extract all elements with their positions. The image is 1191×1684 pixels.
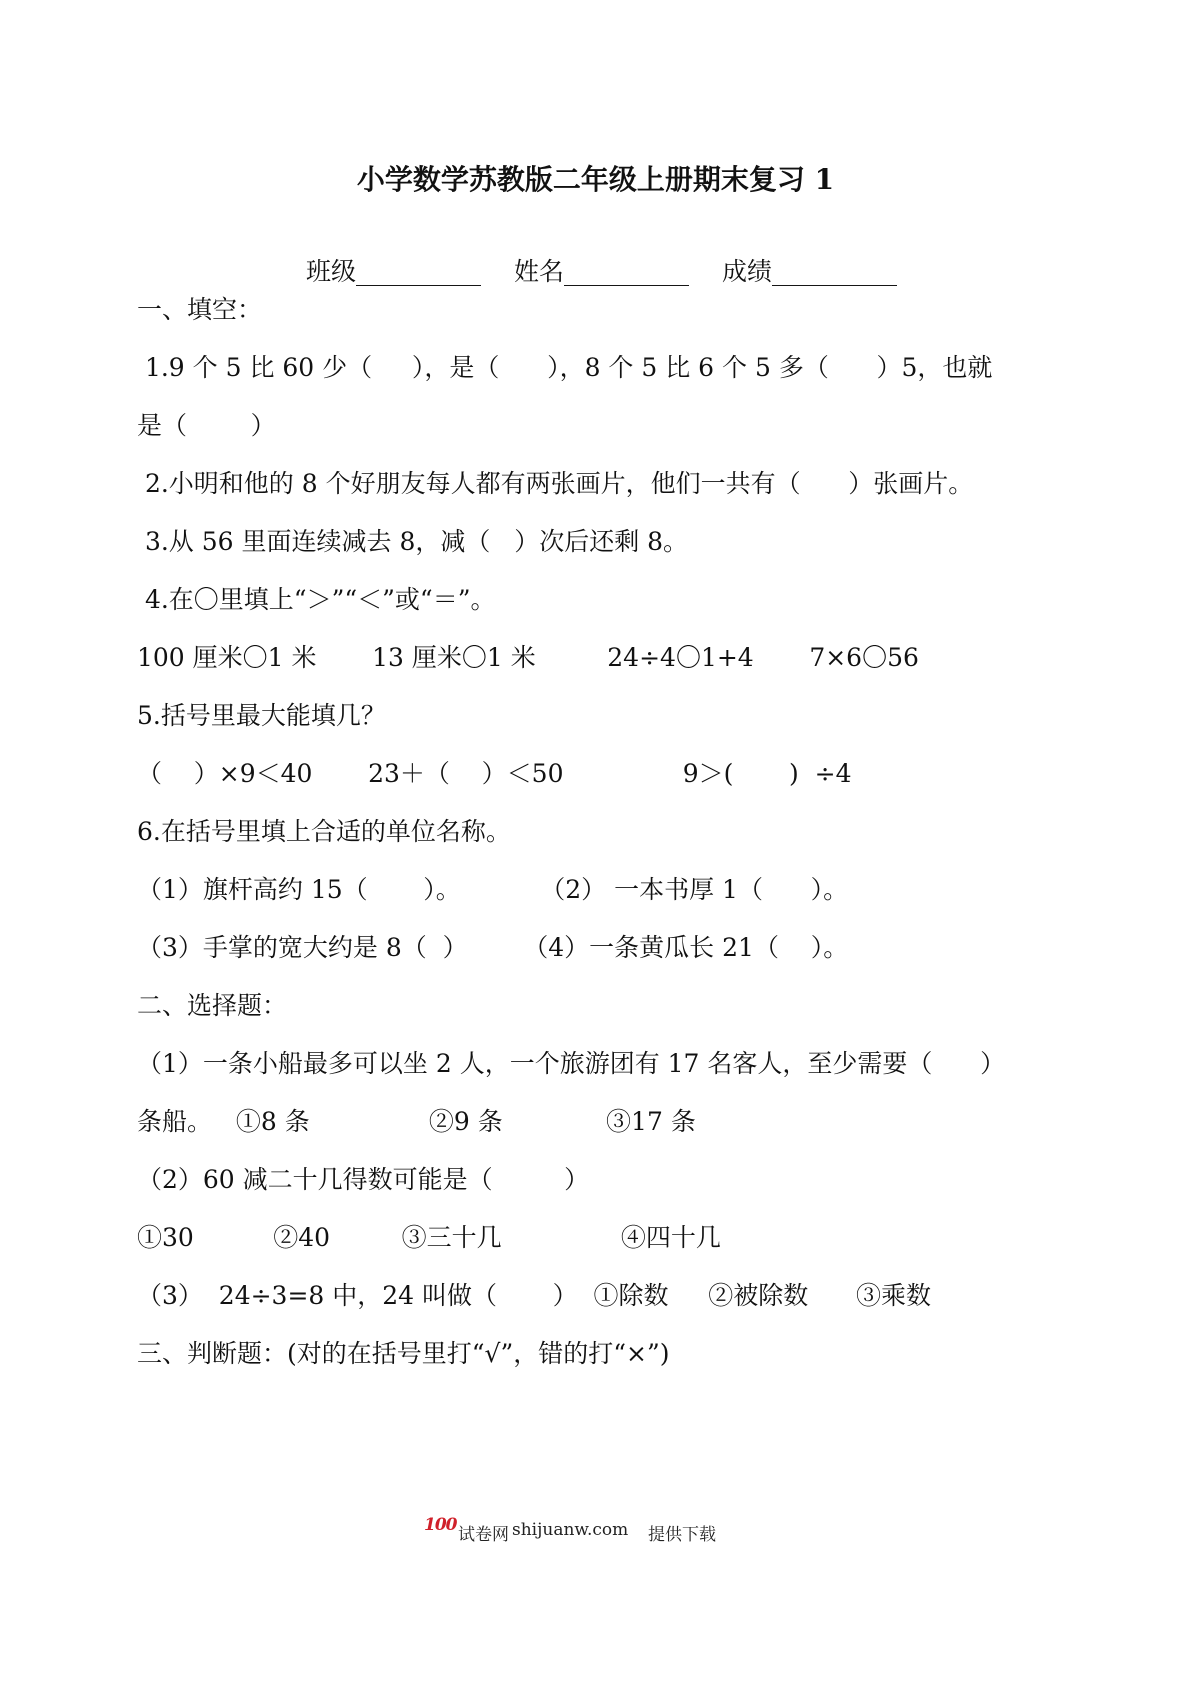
score-field: 成绩__________ bbox=[722, 257, 898, 286]
question-1-line-1: 1.9 个 5 比 60 少（ ），是（ ），8 个 5 比 6 个 5 多（ ）5，也就 bbox=[137, 353, 993, 382]
question-2: 2.小明和他的 8 个好朋友每人都有两张画片，他们一共有（ ）张画片。 bbox=[137, 469, 974, 498]
choice-2-line-2: ①30 ②40 ③三十几 ④四十几 bbox=[137, 1223, 721, 1252]
choice-2-line-1: （2）60 减二十几得数可能是（ ） bbox=[137, 1165, 590, 1194]
question-4: 4.在〇里填上“＞”“＜”或“＝”。 bbox=[137, 585, 496, 614]
question-5: 5.括号里最大能填几？ bbox=[137, 701, 386, 730]
choice-1-line-1: （1）一条小船最多可以坐 2 人，一个旅游团有 17 名客人，至少需要（ ） bbox=[137, 1049, 1006, 1078]
question-6-line-2: （3）手掌的宽大约是 8（ ） （4）一条黄瓜长 21（ ）。 bbox=[137, 933, 849, 962]
section-heading-fill: 一、填空： bbox=[137, 295, 263, 324]
name-field: 姓名__________ bbox=[514, 257, 690, 286]
question-6: 6.在括号里填上合适的单位名称。 bbox=[137, 817, 511, 846]
choice-1-line-2: 条船。 ①8 条 ②9 条 ③17 条 bbox=[137, 1107, 696, 1136]
choice-3: （3） 24÷3=8 中，24 叫做（ ） ①除数 ②被除数 ③乘数 bbox=[137, 1281, 931, 1310]
question-5-items: （ ）×9＜40 23＋（ ）＜50 9＞( ) ÷4 bbox=[137, 759, 852, 788]
class-field: 班级__________ bbox=[306, 257, 482, 286]
section-heading-choice: 二、选择题： bbox=[137, 991, 288, 1020]
site-logo: 100 bbox=[424, 1515, 457, 1535]
footer-site-name: 试卷网 bbox=[458, 1525, 509, 1545]
footer-note: 提供下载 bbox=[648, 1525, 716, 1545]
page-title: 小学数学苏教版二年级上册期末复习 1 bbox=[356, 163, 835, 196]
section-heading-judge: 三、判断题：(对的在括号里打“√”，错的打“×”) bbox=[137, 1339, 670, 1368]
question-1-line-2: 是（ ） bbox=[137, 411, 276, 440]
question-6-line-1: （1）旗杆高约 15（ ）。 （2） 一本书厚 1（ ）。 bbox=[137, 875, 849, 904]
question-4-items: 100 厘米〇1 米 13 厘米〇1 米 24÷4〇1+4 7×6〇56 bbox=[137, 643, 919, 672]
footer-url[interactable]: shijuanw.com bbox=[512, 1520, 629, 1540]
question-3: 3.从 56 里面连续减去 8，减（ ）次后还剩 8。 bbox=[137, 527, 689, 556]
